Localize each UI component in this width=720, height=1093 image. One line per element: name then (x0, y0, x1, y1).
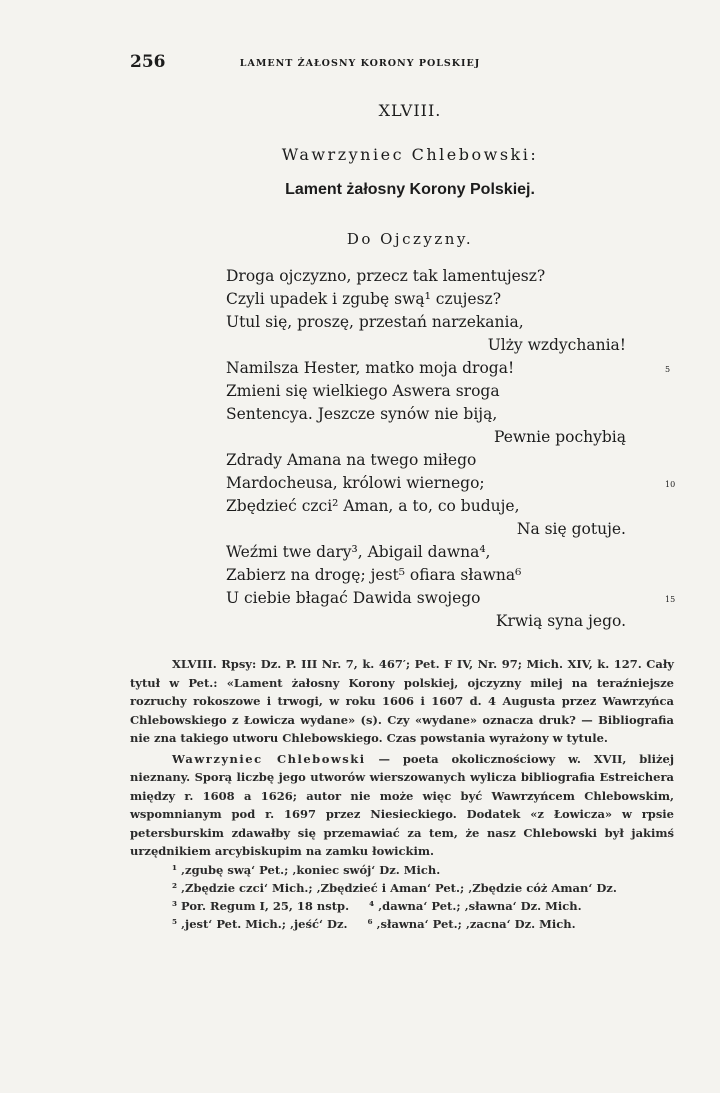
poem-line-text: Zabierz na drogę; jest⁵ ofiara sławna⁶ (226, 566, 522, 584)
notes-paragraph-sources: XLVIII. Rpsy: Dz. P. III Nr. 7, k. 467′; Pet. F IV, Nr. 97; Mich. XIV, k. 127. Cały tytuł w Pet.: «Lament żałosny Korony polskiej, ojczyzny milej na teraźniejsze rozruchy rokoszowe i trwogi, w roku 1606 i 1607 d. 4 Augusta przez Wawrzyńca Chlebowskiego z Łowicza wydane» (s). Czy «wydane» oznacza druk? — Bibliografia nie zna takiego utworu Chlebowskiego. Czas powstania wyrażony w tytule. (130, 657, 674, 745)
line-number: 15 (665, 595, 676, 604)
footnote: ⁵ ‚jest‘ Pet. Mich.; ‚jeść‘ Dz. ⁶ ‚sławna‘ Pet.; ‚zacna‘ Dz. Mich. (172, 916, 576, 931)
line-number: 5 (665, 365, 671, 374)
poem-line (226, 564, 626, 587)
poem-title: Lament żałosny Korony Polskiej. (285, 181, 535, 198)
footnote: ² ‚Zbędzie czci‘ Mich.; ‚Zbędzieć i Aman‘ Pet.; ‚Zbędzie cóż Aman‘ Dz. (172, 880, 617, 895)
poem-line (226, 311, 626, 334)
footnote: ³ Por. Regum I, 25, 18 nstp. ⁴ ‚dawna‘ Pet.; ‚sławna‘ Dz. Mich. (172, 898, 582, 913)
poem-line-text: Utul się, proszę, przestań narzekania, (226, 313, 524, 331)
line-number: 10 (665, 480, 676, 489)
page-header (130, 52, 590, 76)
poem-line-text: Na się gotuje. (516, 520, 626, 538)
notes-author-name: Wawrzyniec Chlebowski (172, 751, 366, 766)
poem-line-text: Zbędzieć czci² Aman, a to, co buduje, (226, 497, 520, 515)
poem-line-text: Mardocheusa, królowi wiernego; (226, 474, 485, 492)
poem-line (226, 357, 671, 380)
poem-line (226, 472, 676, 495)
poem-line-text: Sentencya. Jeszcze synów nie biją, (226, 405, 498, 423)
poem-line (226, 426, 626, 449)
editorial-notes (130, 655, 674, 933)
poem-line-text: Zmieni się wielkiego Aswera sroga (226, 382, 500, 400)
notes-author-text: — poeta okolicznościowy w. XVII, bliżej nieznany. Sporą liczbę jego utworów wierszowanych wylicza bibliografia Estreichera między r. 1608 a 1626; autor nie może więc być Wawrzyńcem Chlebowskim, wspomnianym pod r. 1697 przez Niesieckiego. Dodatek «z Łowicza» w rpsie petersburskim zdawałby się przemawiać za tem, że nasz Chlebowski był jakimś urzędnikiem arcybiskupim na zamku łowickim. (130, 751, 674, 858)
poem-line (226, 334, 626, 357)
notes-paragraph-author (130, 750, 674, 861)
poem-line (226, 587, 676, 610)
page-number: 256 (130, 52, 166, 72)
poem-line-text: Ulży wzdychania! (487, 336, 626, 354)
poem-body (226, 265, 676, 633)
poem-line (226, 449, 626, 472)
section-number: XLVIII. (378, 101, 442, 120)
poem-line (226, 380, 626, 403)
poem-line-text: Namilsza Hester, matko moja droga! (226, 359, 515, 377)
poem-line (226, 495, 626, 518)
poem-line (226, 403, 626, 426)
footnote: ¹ ‚zgubę swą‘ Pet.; ‚koniec swój‘ Dz. Mich. (172, 862, 441, 877)
author-name: Wawrzyniec Chlebowski: (281, 145, 539, 164)
running-title: LAMENT ŻAŁOSNY KORONY POLSKIEJ (239, 58, 481, 69)
poem-line-text: Weźmi twe dary³, Abigail dawna⁴, (226, 543, 491, 561)
poem-line-text: Droga ojczyzno, przecz tak lamentujesz? (226, 267, 546, 285)
poem-line (226, 288, 626, 311)
poem-line-text: Pewnie pochybią (493, 428, 626, 446)
poem-line (226, 610, 626, 633)
poem-line-text: Zdrady Amana na twego miłego (226, 451, 477, 469)
poem-line (226, 265, 626, 288)
poem-line-text: U ciebie błagać Dawida swojego (226, 589, 481, 607)
poem-line-text: Czyli upadek i zgubę swą¹ czujesz? (226, 290, 502, 308)
poem-line (226, 541, 626, 564)
poem-line (226, 518, 626, 541)
poem-line-text: Krwią syna jego. (495, 612, 626, 630)
footnotes (130, 861, 674, 933)
dedication: Do Ojczyzny. (346, 230, 474, 248)
